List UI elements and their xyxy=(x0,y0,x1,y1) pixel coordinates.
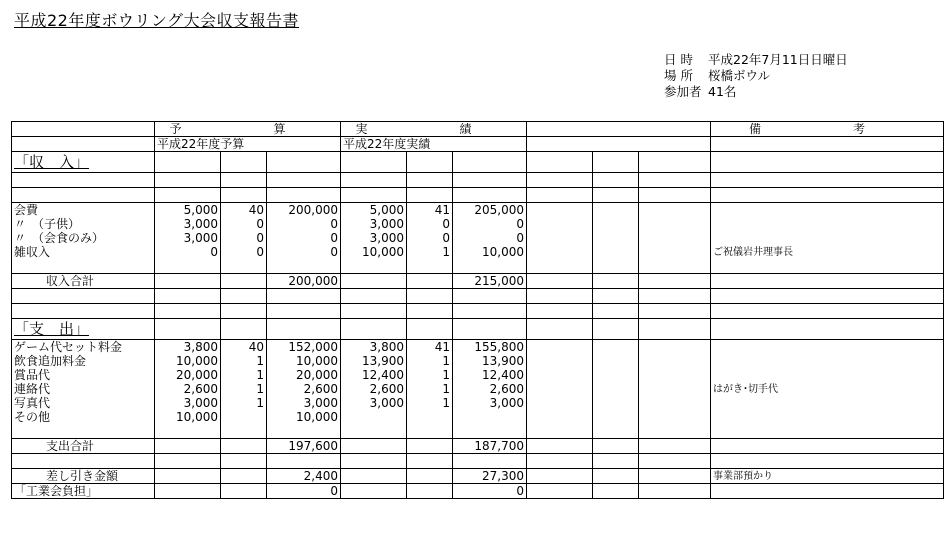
empty-cell xyxy=(711,259,944,274)
empty-cell xyxy=(155,289,221,304)
empty-cell xyxy=(453,424,527,439)
empty-cell xyxy=(407,173,453,188)
empty-cell xyxy=(527,217,593,231)
empty-cell xyxy=(527,484,593,499)
table-cell xyxy=(155,274,221,289)
empty-cell xyxy=(267,152,341,173)
empty-cell xyxy=(711,484,944,499)
section-row xyxy=(12,319,944,340)
empty-cell xyxy=(639,469,711,484)
value-cell: 10,000 xyxy=(267,354,341,368)
remarks-cell xyxy=(711,410,944,424)
empty-cell xyxy=(639,484,711,499)
empty-cell xyxy=(593,173,639,188)
expense-row xyxy=(12,368,944,382)
empty-cell xyxy=(593,188,639,203)
empty-cell xyxy=(267,454,341,469)
empty-cell xyxy=(527,382,593,396)
empty-cell xyxy=(593,245,639,259)
value-cell: 205,000 xyxy=(453,203,527,218)
empty-cell xyxy=(453,173,527,188)
empty-cell xyxy=(527,410,593,424)
subheader-row xyxy=(12,137,944,152)
table-cell xyxy=(155,439,221,454)
row-label: 飲食追加料金 xyxy=(12,354,155,368)
value-cell xyxy=(407,410,453,424)
value-cell: 0 xyxy=(407,217,453,231)
empty-cell xyxy=(527,173,593,188)
value-cell: 3,000 xyxy=(341,217,407,231)
empty-cell xyxy=(639,439,711,454)
empty-cell xyxy=(453,454,527,469)
empty-cell xyxy=(407,152,453,173)
empty-cell xyxy=(155,259,221,274)
empty-cell xyxy=(593,484,639,499)
row-label: 〃 （子供） xyxy=(12,217,155,231)
blank-row xyxy=(12,188,944,203)
empty-cell xyxy=(527,454,593,469)
total-budget: 200,000 xyxy=(267,274,341,289)
table-cell xyxy=(155,469,221,484)
value-cell: 40 xyxy=(221,203,267,218)
empty-cell xyxy=(593,439,639,454)
value-cell: 41 xyxy=(407,203,453,218)
empty-cell xyxy=(639,231,711,245)
remarks-header: 備 考 xyxy=(711,122,944,137)
value-cell: 10,000 xyxy=(155,354,221,368)
balance-actual: 27,300 xyxy=(453,469,527,484)
empty-cell xyxy=(453,188,527,203)
value-cell: 0 xyxy=(453,231,527,245)
value-cell: 1 xyxy=(221,396,267,410)
empty-cell xyxy=(221,152,267,173)
empty-cell xyxy=(267,304,341,319)
empty-cell xyxy=(639,173,711,188)
value-cell: 3,000 xyxy=(341,396,407,410)
income-row xyxy=(12,203,944,218)
table-cell xyxy=(221,469,267,484)
empty-cell xyxy=(155,173,221,188)
empty-cell xyxy=(593,319,639,340)
empty-cell xyxy=(711,137,944,152)
remarks-cell xyxy=(711,217,944,231)
value-cell: 0 xyxy=(221,217,267,231)
total-budget: 197,600 xyxy=(267,439,341,454)
empty-cell xyxy=(527,122,711,137)
empty-cell xyxy=(639,382,711,396)
empty-cell xyxy=(155,152,221,173)
empty-cell xyxy=(527,259,593,274)
empty-cell xyxy=(341,289,407,304)
empty-cell xyxy=(639,368,711,382)
value-cell: 2,600 xyxy=(155,382,221,396)
empty-cell xyxy=(407,304,453,319)
value-cell: 1 xyxy=(407,382,453,396)
empty-cell xyxy=(639,319,711,340)
empty-cell xyxy=(407,289,453,304)
section-row xyxy=(12,152,944,173)
empty-cell xyxy=(407,319,453,340)
value-cell: 2,600 xyxy=(453,382,527,396)
empty-cell xyxy=(639,188,711,203)
empty-cell xyxy=(527,304,593,319)
row-label: その他 xyxy=(12,410,155,424)
empty-cell xyxy=(267,188,341,203)
remarks-cell: はがき･切手代 xyxy=(711,382,944,396)
table-cell xyxy=(407,469,453,484)
value-cell: 3,000 xyxy=(155,217,221,231)
empty-cell xyxy=(639,454,711,469)
actual-subheader: 平成22年度実績 xyxy=(341,137,527,152)
empty-cell xyxy=(639,217,711,231)
value-cell: 155,800 xyxy=(453,340,527,355)
empty-cell xyxy=(12,289,155,304)
empty-cell xyxy=(527,424,593,439)
empty-cell xyxy=(453,289,527,304)
empty-cell xyxy=(593,424,639,439)
value-cell: 0 xyxy=(407,231,453,245)
row-label: 連絡代 xyxy=(12,382,155,396)
expense-row xyxy=(12,396,944,410)
burden-label: 「工業会負担」 xyxy=(12,484,155,499)
empty-cell xyxy=(593,368,639,382)
table-cell xyxy=(221,484,267,499)
value-cell xyxy=(221,410,267,424)
remarks-cell xyxy=(711,340,944,355)
header-row xyxy=(12,122,944,137)
empty-cell xyxy=(527,368,593,382)
empty-cell xyxy=(527,245,593,259)
table-cell xyxy=(407,484,453,499)
table-cell xyxy=(155,484,221,499)
row-label: 雑収入 xyxy=(12,245,155,259)
value-cell: 40 xyxy=(221,340,267,355)
row-label: 会費 xyxy=(12,203,155,218)
empty-cell xyxy=(221,259,267,274)
empty-cell xyxy=(453,304,527,319)
info-date: 日 時 平成22年7月11日日曜日 xyxy=(664,52,848,67)
value-cell: 1 xyxy=(407,368,453,382)
burden-row xyxy=(12,484,944,499)
remarks-cell xyxy=(711,368,944,382)
income-row xyxy=(12,245,944,259)
value-cell: 20,000 xyxy=(155,368,221,382)
value-cell xyxy=(453,410,527,424)
empty-cell xyxy=(639,340,711,355)
value-cell: 0 xyxy=(267,245,341,259)
income-row xyxy=(12,231,944,245)
value-cell: 20,000 xyxy=(267,368,341,382)
empty-cell xyxy=(267,319,341,340)
empty-cell xyxy=(12,188,155,203)
blank-row xyxy=(12,454,944,469)
empty-cell xyxy=(527,354,593,368)
expense-row xyxy=(12,340,944,355)
empty-cell xyxy=(12,304,155,319)
expense-row xyxy=(12,354,944,368)
remarks-cell xyxy=(711,231,944,245)
empty-cell xyxy=(593,217,639,231)
value-cell: 1 xyxy=(221,354,267,368)
value-cell: 0 xyxy=(267,217,341,231)
value-cell: 3,000 xyxy=(267,396,341,410)
empty-cell xyxy=(711,173,944,188)
value-cell: 5,000 xyxy=(341,203,407,218)
empty-cell xyxy=(341,304,407,319)
empty-cell xyxy=(155,188,221,203)
empty-cell xyxy=(341,188,407,203)
empty-cell xyxy=(267,173,341,188)
empty-cell xyxy=(527,340,593,355)
empty-cell xyxy=(593,396,639,410)
empty-cell xyxy=(639,289,711,304)
empty-cell xyxy=(527,152,593,173)
empty-cell xyxy=(407,188,453,203)
empty-cell xyxy=(12,259,155,274)
income-row xyxy=(12,217,944,231)
blank-row xyxy=(12,289,944,304)
table-cell xyxy=(407,274,453,289)
total-label: 収入合計 xyxy=(12,274,155,289)
empty-cell xyxy=(593,454,639,469)
empty-cell xyxy=(527,203,593,218)
empty-cell xyxy=(711,188,944,203)
info-venue: 場 所 桜橋ボウル xyxy=(664,68,771,83)
value-cell: 0 xyxy=(155,245,221,259)
remarks-cell xyxy=(711,396,944,410)
empty-cell xyxy=(341,319,407,340)
empty-cell xyxy=(593,304,639,319)
remarks-cell: 事業部預かり xyxy=(711,469,944,484)
total-actual: 187,700 xyxy=(453,439,527,454)
empty-cell xyxy=(711,274,944,289)
empty-cell xyxy=(527,188,593,203)
empty-cell xyxy=(527,396,593,410)
empty-cell xyxy=(593,469,639,484)
total-actual: 215,000 xyxy=(453,274,527,289)
balance-budget: 2,400 xyxy=(267,469,341,484)
empty-cell xyxy=(593,289,639,304)
empty-cell xyxy=(407,424,453,439)
empty-cell xyxy=(639,410,711,424)
table-cell xyxy=(221,439,267,454)
budget-subheader: 平成22年度予算 xyxy=(155,137,341,152)
empty-cell xyxy=(155,454,221,469)
blank-row xyxy=(12,259,944,274)
blank-row xyxy=(12,173,944,188)
empty-cell xyxy=(593,410,639,424)
event-info xyxy=(664,52,848,100)
value-cell: 0 xyxy=(221,231,267,245)
empty-cell xyxy=(639,152,711,173)
income-section-title: 「収 入」 xyxy=(12,152,155,173)
empty-cell xyxy=(341,173,407,188)
row-label: 〃 （会食のみ） xyxy=(12,231,155,245)
empty-cell xyxy=(267,289,341,304)
empty-cell xyxy=(639,203,711,218)
value-cell: 3,000 xyxy=(155,231,221,245)
value-cell: 13,900 xyxy=(453,354,527,368)
actual-header: 実 績 xyxy=(341,122,527,137)
empty-cell xyxy=(267,259,341,274)
table-cell xyxy=(341,469,407,484)
empty-cell xyxy=(155,304,221,319)
empty-cell xyxy=(639,304,711,319)
budget-report-table xyxy=(11,121,944,499)
value-cell: 1 xyxy=(221,368,267,382)
empty-cell xyxy=(221,304,267,319)
burden-budget: 0 xyxy=(267,484,341,499)
table-cell xyxy=(341,484,407,499)
expense-row xyxy=(12,382,944,396)
row-label: ゲーム代セット料金 xyxy=(12,340,155,355)
blank-row xyxy=(12,424,944,439)
remarks-cell: ご祝儀岩井理事長 xyxy=(711,245,944,259)
empty-cell xyxy=(341,259,407,274)
empty-cell xyxy=(221,289,267,304)
empty-cell xyxy=(453,319,527,340)
empty-cell xyxy=(155,424,221,439)
empty-cell xyxy=(453,152,527,173)
value-cell: 2,600 xyxy=(267,382,341,396)
blank-row xyxy=(12,304,944,319)
value-cell: 2,600 xyxy=(341,382,407,396)
value-cell: 5,000 xyxy=(155,203,221,218)
empty-cell xyxy=(593,354,639,368)
remarks-cell xyxy=(711,203,944,218)
empty-cell xyxy=(639,245,711,259)
empty-cell xyxy=(12,173,155,188)
value-cell: 10,000 xyxy=(453,245,527,259)
empty-cell xyxy=(341,454,407,469)
value-cell: 41 xyxy=(407,340,453,355)
empty-cell xyxy=(407,259,453,274)
value-cell: 200,000 xyxy=(267,203,341,218)
row-label: 賞品代 xyxy=(12,368,155,382)
document-title: 平成22年度ボウリング大会収支報告書 xyxy=(14,11,300,30)
budget-header: 予 算 xyxy=(155,122,341,137)
empty-cell xyxy=(711,454,944,469)
empty-cell xyxy=(12,122,155,137)
value-cell: 10,000 xyxy=(155,410,221,424)
empty-cell xyxy=(527,439,593,454)
value-cell: 0 xyxy=(267,231,341,245)
income-total-row xyxy=(12,274,944,289)
empty-cell xyxy=(221,424,267,439)
balance-label: 差し引き金額 xyxy=(12,469,155,484)
empty-cell xyxy=(593,203,639,218)
value-cell: 1 xyxy=(221,382,267,396)
empty-cell xyxy=(221,319,267,340)
empty-cell xyxy=(639,259,711,274)
empty-cell xyxy=(593,274,639,289)
value-cell: 3,800 xyxy=(155,340,221,355)
info-participants: 参加者 41名 xyxy=(664,84,737,99)
empty-cell xyxy=(593,382,639,396)
value-cell xyxy=(341,410,407,424)
empty-cell xyxy=(639,396,711,410)
table-cell xyxy=(341,439,407,454)
table-cell xyxy=(407,439,453,454)
value-cell: 152,000 xyxy=(267,340,341,355)
value-cell: 1 xyxy=(407,354,453,368)
empty-cell xyxy=(267,424,341,439)
empty-cell xyxy=(711,424,944,439)
empty-cell xyxy=(221,173,267,188)
total-label: 支出合計 xyxy=(12,439,155,454)
empty-cell xyxy=(407,454,453,469)
empty-cell xyxy=(527,137,711,152)
remarks-cell xyxy=(711,354,944,368)
table-cell xyxy=(341,274,407,289)
empty-cell xyxy=(711,304,944,319)
empty-cell xyxy=(593,152,639,173)
empty-cell xyxy=(12,454,155,469)
empty-cell xyxy=(221,188,267,203)
value-cell: 1 xyxy=(407,396,453,410)
expense-row xyxy=(12,410,944,424)
empty-cell xyxy=(341,424,407,439)
empty-cell xyxy=(639,274,711,289)
value-cell: 13,900 xyxy=(341,354,407,368)
balance-row xyxy=(12,469,944,484)
empty-cell xyxy=(711,439,944,454)
value-cell: 3,000 xyxy=(341,231,407,245)
empty-cell xyxy=(639,354,711,368)
empty-cell xyxy=(341,152,407,173)
empty-cell xyxy=(527,231,593,245)
value-cell: 10,000 xyxy=(341,245,407,259)
value-cell: 12,400 xyxy=(341,368,407,382)
value-cell: 10,000 xyxy=(267,410,341,424)
row-label: 写真代 xyxy=(12,396,155,410)
value-cell: 3,000 xyxy=(453,396,527,410)
empty-cell xyxy=(155,319,221,340)
table-cell xyxy=(221,274,267,289)
empty-cell xyxy=(527,469,593,484)
empty-cell xyxy=(12,137,155,152)
value-cell: 3,000 xyxy=(155,396,221,410)
empty-cell xyxy=(453,259,527,274)
empty-cell xyxy=(593,340,639,355)
expense-section-title: 「支 出」 xyxy=(12,319,155,340)
empty-cell xyxy=(593,259,639,274)
value-cell: 3,800 xyxy=(341,340,407,355)
value-cell: 1 xyxy=(407,245,453,259)
empty-cell xyxy=(711,319,944,340)
empty-cell xyxy=(711,289,944,304)
empty-cell xyxy=(711,152,944,173)
empty-cell xyxy=(12,424,155,439)
empty-cell xyxy=(527,274,593,289)
empty-cell xyxy=(221,454,267,469)
value-cell: 12,400 xyxy=(453,368,527,382)
burden-actual: 0 xyxy=(453,484,527,499)
empty-cell xyxy=(527,319,593,340)
value-cell: 0 xyxy=(453,217,527,231)
empty-cell xyxy=(593,231,639,245)
value-cell: 0 xyxy=(221,245,267,259)
empty-cell xyxy=(639,424,711,439)
empty-cell xyxy=(527,289,593,304)
expense-total-row xyxy=(12,439,944,454)
